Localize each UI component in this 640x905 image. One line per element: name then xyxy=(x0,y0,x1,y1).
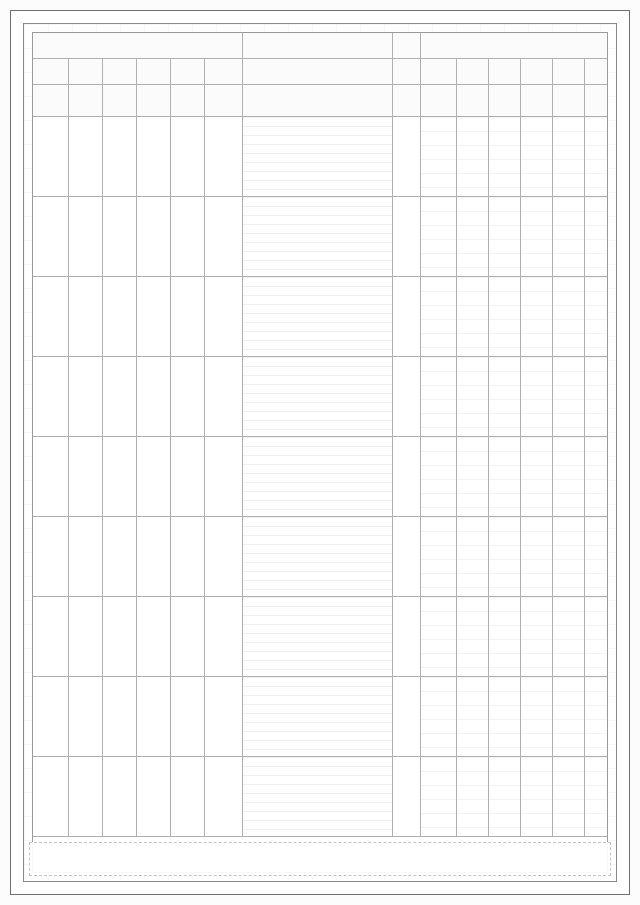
table-row-6-value-6 xyxy=(585,517,608,597)
table-row-1-code-5 xyxy=(171,117,205,197)
table-row-4-code-4 xyxy=(137,357,171,437)
table-row-8-code-1 xyxy=(33,677,69,757)
table-subheader-row3-value-6 xyxy=(585,85,608,117)
table-row-6-value-4 xyxy=(521,517,553,597)
table-subheader-row3-value-4 xyxy=(521,85,553,117)
table-row-5-value-4 xyxy=(521,437,553,517)
table-row-4-code-2 xyxy=(69,357,103,437)
table-row-2-code-2 xyxy=(69,197,103,277)
table-row-6-code-4 xyxy=(137,517,171,597)
table-row-1-value-2 xyxy=(457,117,489,197)
table-row-7-description xyxy=(243,597,393,677)
table-subheader-value-5 xyxy=(553,59,585,85)
table-row-5-code-3 xyxy=(103,437,137,517)
table-row-6-value-3 xyxy=(489,517,521,597)
table-row-3-code-3 xyxy=(103,277,137,357)
table-row-2-value-2 xyxy=(457,197,489,277)
table-row-5-value-1 xyxy=(421,437,457,517)
table-row-2-code-6 xyxy=(205,197,243,277)
table-row-8-unit xyxy=(393,677,421,757)
table-row-8-code-2 xyxy=(69,677,103,757)
table-row-7-code-2 xyxy=(69,597,103,677)
table-row-1-description xyxy=(243,117,393,197)
table-subheader-row3-value-1 xyxy=(421,85,457,117)
table-row-1-code-6 xyxy=(205,117,243,197)
table-row-8-code-6 xyxy=(205,677,243,757)
table-row-9-value-2 xyxy=(457,757,489,837)
table-row-7-value-2 xyxy=(457,597,489,677)
table-row-3-value-4 xyxy=(521,277,553,357)
table-subheader-value-6 xyxy=(585,59,608,85)
table-row-9-code-1 xyxy=(33,757,69,837)
table-row-1-value-5 xyxy=(553,117,585,197)
document-frame xyxy=(10,10,630,895)
table-row-4-value-1 xyxy=(421,357,457,437)
table-row-5-value-3 xyxy=(489,437,521,517)
table-row-9-value-6 xyxy=(585,757,608,837)
table-subheader-row3-3 xyxy=(103,85,137,117)
table-subheader-row3-description xyxy=(243,85,393,117)
table-row-9-value-1 xyxy=(421,757,457,837)
table-row-5-value-5 xyxy=(553,437,585,517)
table-row-9-value-5 xyxy=(553,757,585,837)
table-row-4-code-1 xyxy=(33,357,69,437)
table-row-7-code-3 xyxy=(103,597,137,677)
table-row-1-value-1 xyxy=(421,117,457,197)
table-subheader-row3-5 xyxy=(171,85,205,117)
table-row-1-unit xyxy=(393,117,421,197)
table-row-8-code-5 xyxy=(171,677,205,757)
table-row-2-value-6 xyxy=(585,197,608,277)
table-subheader-row3-value-2 xyxy=(457,85,489,117)
table-row-8-value-6 xyxy=(585,677,608,757)
table-row-7-unit xyxy=(393,597,421,677)
table-subheader-unit xyxy=(393,59,421,85)
table-row-5-code-6 xyxy=(205,437,243,517)
table-row-1-code-4 xyxy=(137,117,171,197)
table-row-3-value-3 xyxy=(489,277,521,357)
scanned-table-area xyxy=(23,23,617,882)
table-row-3-description xyxy=(243,277,393,357)
table-row-6-code-5 xyxy=(171,517,205,597)
table-subheader-row3-unit xyxy=(393,85,421,117)
table-row-6-value-1 xyxy=(421,517,457,597)
table-row-1-value-6 xyxy=(585,117,608,197)
table-row-8-description xyxy=(243,677,393,757)
table-row-5-code-5 xyxy=(171,437,205,517)
table-row-8-value-1 xyxy=(421,677,457,757)
table-subheader-row3-value-3 xyxy=(489,85,521,117)
table-subheader-description xyxy=(243,59,393,85)
table-row-1-code-1 xyxy=(33,117,69,197)
table-row-4-value-6 xyxy=(585,357,608,437)
table-row-8-code-3 xyxy=(103,677,137,757)
table-row-6-value-5 xyxy=(553,517,585,597)
table-header-spacer xyxy=(393,33,421,59)
table-row-8-value-3 xyxy=(489,677,521,757)
table-row-9-code-6 xyxy=(205,757,243,837)
table-row-4-description xyxy=(243,357,393,437)
table-row-3-code-5 xyxy=(171,277,205,357)
table-row-1-code-3 xyxy=(103,117,137,197)
table-row-5-unit xyxy=(393,437,421,517)
table-row-2-code-1 xyxy=(33,197,69,277)
table-row-1-value-3 xyxy=(489,117,521,197)
document-notice xyxy=(29,842,611,876)
table-row-3-code-6 xyxy=(205,277,243,357)
table-row-3-code-2 xyxy=(69,277,103,357)
table-row-7-code-4 xyxy=(137,597,171,677)
table-row-6-unit xyxy=(393,517,421,597)
table-row-3-value-6 xyxy=(585,277,608,357)
table-subheader-value-2 xyxy=(457,59,489,85)
table-row-4-code-5 xyxy=(171,357,205,437)
table-row-2-code-3 xyxy=(103,197,137,277)
table-row-5-code-1 xyxy=(33,437,69,517)
table-row-5-value-2 xyxy=(457,437,489,517)
table-row-5-code-2 xyxy=(69,437,103,517)
table-row-2-code-4 xyxy=(137,197,171,277)
table-row-9-unit xyxy=(393,757,421,837)
rotated-table-wrapper xyxy=(32,32,608,873)
table-row-4-value-3 xyxy=(489,357,521,437)
table-row-8-code-4 xyxy=(137,677,171,757)
table-header-years xyxy=(421,33,608,59)
table-row-3-value-5 xyxy=(553,277,585,357)
table-subheader-row3-4 xyxy=(137,85,171,117)
table-row-4-unit xyxy=(393,357,421,437)
table-row-6-code-2 xyxy=(69,517,103,597)
table-row-7-code-5 xyxy=(171,597,205,677)
table-row-6-code-1 xyxy=(33,517,69,597)
table-row-7-value-5 xyxy=(553,597,585,677)
table-row-9-value-4 xyxy=(521,757,553,837)
table-header-left xyxy=(33,33,243,59)
table-row-6-description xyxy=(243,517,393,597)
table-row-4-value-2 xyxy=(457,357,489,437)
table-row-2-value-3 xyxy=(489,197,521,277)
table-row-9-code-3 xyxy=(103,757,137,837)
table-row-6-code-6 xyxy=(205,517,243,597)
table-header-description xyxy=(243,33,393,59)
table-row-7-value-6 xyxy=(585,597,608,677)
table-subheader-value-4 xyxy=(521,59,553,85)
table-subheader-row3-6 xyxy=(205,85,243,117)
table-row-4-value-5 xyxy=(553,357,585,437)
table-row-5-value-6 xyxy=(585,437,608,517)
table-row-2-unit xyxy=(393,197,421,277)
table-row-8-value-4 xyxy=(521,677,553,757)
table-subheader-row3-1 xyxy=(33,85,69,117)
table-subheader-row3-value-5 xyxy=(553,85,585,117)
table-row-3-value-1 xyxy=(421,277,457,357)
table-row-7-code-1 xyxy=(33,597,69,677)
table-row-2-description xyxy=(243,197,393,277)
table-row-1-value-4 xyxy=(521,117,553,197)
table-row-3-value-2 xyxy=(457,277,489,357)
table-row-5-code-4 xyxy=(137,437,171,517)
table-subheader-3 xyxy=(103,59,137,85)
table-subheader-2 xyxy=(69,59,103,85)
table-row-9-description xyxy=(243,757,393,837)
table-subheader-value-1 xyxy=(421,59,457,85)
table-row-2-value-1 xyxy=(421,197,457,277)
table-row-7-value-4 xyxy=(521,597,553,677)
table-row-7-value-1 xyxy=(421,597,457,677)
table-subheader-value-3 xyxy=(489,59,521,85)
table-row-8-value-5 xyxy=(553,677,585,757)
table-row-3-code-1 xyxy=(33,277,69,357)
table-row-6-value-2 xyxy=(457,517,489,597)
table-row-8-value-2 xyxy=(457,677,489,757)
table-row-3-code-4 xyxy=(137,277,171,357)
table-row-9-code-4 xyxy=(137,757,171,837)
table-row-9-code-5 xyxy=(171,757,205,837)
table-row-2-value-4 xyxy=(521,197,553,277)
table-row-7-code-6 xyxy=(205,597,243,677)
table-row-2-value-5 xyxy=(553,197,585,277)
table-subheader-row3-2 xyxy=(69,85,103,117)
table-row-6-code-3 xyxy=(103,517,137,597)
table-row-5-description xyxy=(243,437,393,517)
table-row-9-code-2 xyxy=(69,757,103,837)
table-row-4-value-4 xyxy=(521,357,553,437)
table-row-3-unit xyxy=(393,277,421,357)
table-row-4-code-3 xyxy=(103,357,137,437)
table-subheader-5 xyxy=(171,59,205,85)
table-row-4-code-6 xyxy=(205,357,243,437)
table-row-2-code-5 xyxy=(171,197,205,277)
table-subheader-4 xyxy=(137,59,171,85)
table-grid xyxy=(33,33,607,872)
table-subheader-6 xyxy=(205,59,243,85)
table-row-7-value-3 xyxy=(489,597,521,677)
table-row-9-value-3 xyxy=(489,757,521,837)
table-subheader-1 xyxy=(33,59,69,85)
table-row-1-code-2 xyxy=(69,117,103,197)
